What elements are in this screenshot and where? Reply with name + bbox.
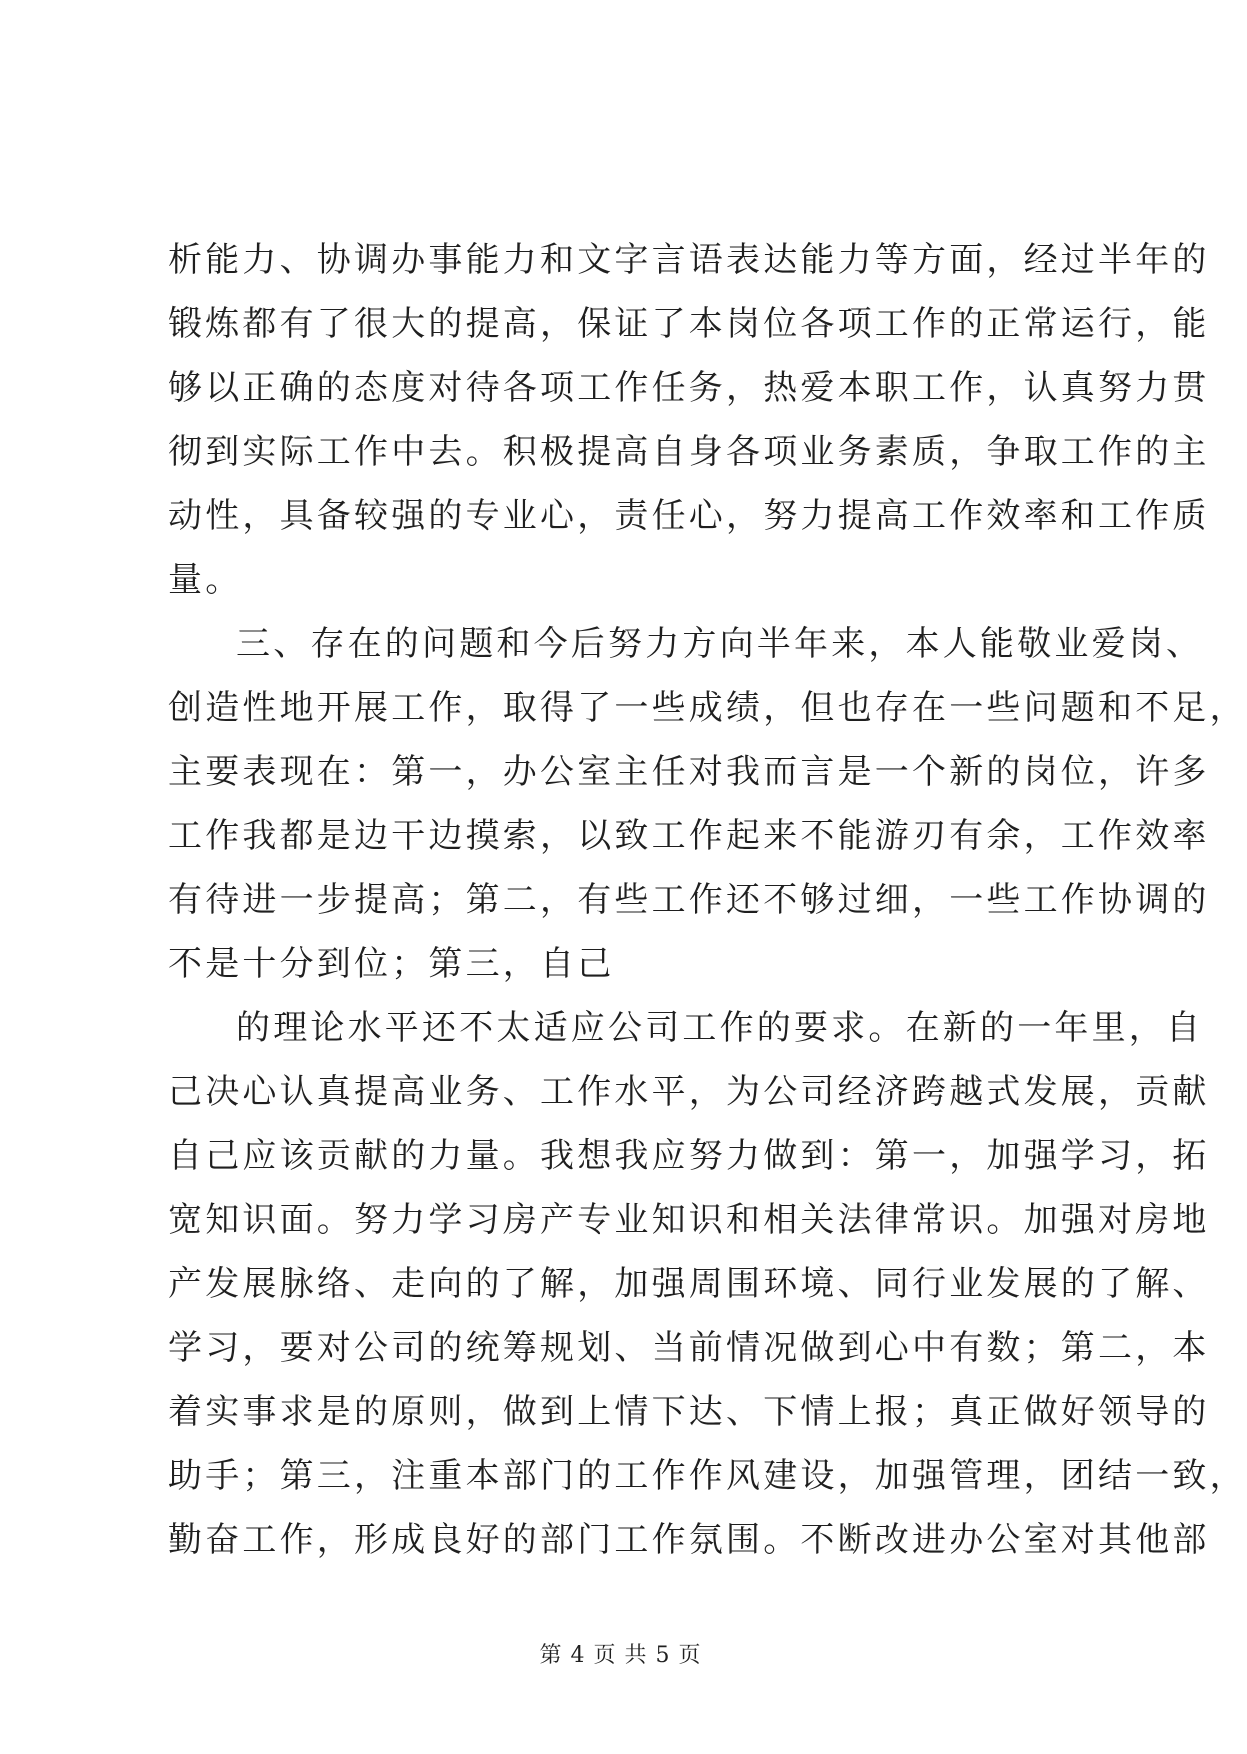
text-line: 自己应该贡献的力量。我想我应努力做到：第一，加强学习，拓	[168, 1136, 1210, 1176]
text-line: 学习，要对公司的统筹规划、当前情况做到心中有数；第二，本	[168, 1328, 1210, 1368]
text-line: 锻炼都有了很大的提高，保证了本岗位各项工作的正常运行，能	[168, 304, 1210, 344]
text-line: 量。	[168, 560, 243, 600]
text-line: 主要表现在：第一，办公室主任对我而言是一个新的岗位，许多	[168, 752, 1210, 792]
text-line: 有待进一步提高；第二，有些工作还不够过细，一些工作协调的	[168, 880, 1210, 920]
text-line: 宽知识面。努力学习房产专业知识和相关法律常识。加强对房地	[168, 1200, 1210, 1240]
page-number-footer: 第 4 页 共 5 页	[539, 1643, 702, 1668]
paragraph-start-line: 的理论水平还不太适应公司工作的要求。在新的一年里，自	[236, 1008, 1204, 1048]
paragraph-start-line: 三、存在的问题和今后努力方向半年来，本人能敬业爱岗、	[236, 624, 1204, 664]
text-line: 动性，具备较强的专业心，责任心，努力提高工作效率和工作质	[168, 496, 1210, 536]
text-line: 够以正确的态度对待各项工作任务，热爱本职工作，认真努力贯	[168, 368, 1210, 408]
text-line: 产发展脉络、走向的了解，加强周围环境、同行业发展的了解、	[168, 1264, 1210, 1304]
text-line: 助手；第三，注重本部门的工作作风建设，加强管理，团结一致，	[168, 1456, 1247, 1496]
text-line: 不是十分到位；第三，自己	[168, 944, 615, 984]
text-line: 析能力、协调办事能力和文字言语表达能力等方面，经过半年的	[168, 240, 1210, 280]
text-line: 彻到实际工作中去。积极提高自身各项业务素质，争取工作的主	[168, 432, 1210, 472]
text-line: 己决心认真提高业务、工作水平，为公司经济跨越式发展，贡献	[168, 1072, 1210, 1112]
text-line: 创造性地开展工作，取得了一些成绩，但也存在一些问题和不足，	[168, 688, 1247, 728]
text-line: 工作我都是边干边摸索，以致工作起来不能游刃有余，工作效率	[168, 816, 1210, 856]
document-body	[168, 228, 1247, 1572]
text-line: 勤奋工作，形成良好的部门工作氛围。不断改进办公室对其他部	[168, 1520, 1210, 1560]
text-line: 着实事求是的原则，做到上情下达、下情上报；真正做好领导的	[168, 1392, 1210, 1432]
